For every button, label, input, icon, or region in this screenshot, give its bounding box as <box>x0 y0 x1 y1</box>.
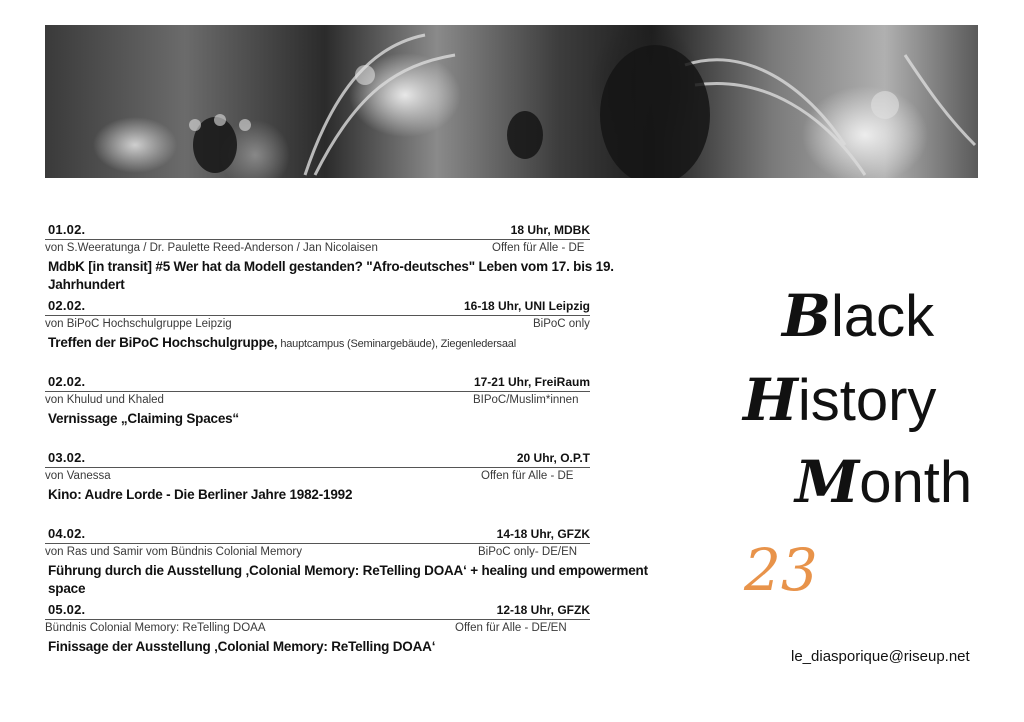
event-title <box>45 486 590 504</box>
event-item <box>45 526 648 598</box>
event-audience: BiPoC only <box>533 318 590 330</box>
event-meta <box>45 240 590 255</box>
heading-month-cap: M <box>795 448 860 516</box>
event-date: 01.02. <box>48 222 86 237</box>
event-header <box>45 298 590 316</box>
event-time-location: 16-18 Uhr, UNI Leipzig <box>463 299 590 313</box>
event-audience: Offen für Alle - DE <box>481 470 574 482</box>
event-audience: Offen für Alle - DE <box>492 242 585 254</box>
event-time-location: 17-21 Uhr, FreiRaum <box>473 375 590 389</box>
event-time-location: 20 Uhr, O.P.T <box>516 451 590 465</box>
event-date: 05.02. <box>48 602 86 617</box>
event-time-location: 14-18 Uhr, GFZK <box>496 527 590 541</box>
event-header <box>45 374 590 392</box>
event-title-text: Kino: Audre Lorde - Die Berliner Jahre 1982-1992 <box>48 487 353 502</box>
event-organizer: Bündnis Colonial Memory: ReTelling DOAA <box>45 622 266 634</box>
event-title <box>45 410 590 428</box>
event-organizer: von Ras und Samir vom Bündnis Colonial Memory <box>45 546 302 558</box>
event-audience: BIPoC/Muslim*innen <box>473 394 579 406</box>
event-meta <box>45 620 590 635</box>
event-organizer: von S.Weeratunga / Dr. Paulette Reed-Anderson / Jan Nicolaisen <box>45 242 378 254</box>
event-audience: BiPoC only- DE/EN <box>478 546 578 558</box>
event-time-location: 18 Uhr, MDBK <box>510 223 590 237</box>
event-title-text: Finissage der Ausstellung ‚Colonial Memory: ReTelling DOAA‘ <box>48 639 436 654</box>
heading-month-rest: onth <box>859 450 973 515</box>
year-label: 23 <box>744 536 818 604</box>
heading-history-rest: istory <box>797 368 937 433</box>
event-item <box>45 222 614 294</box>
event-item <box>45 450 590 504</box>
event-title <box>45 562 648 598</box>
event-audience: Offen für Alle - DE/EN <box>455 622 567 634</box>
event-meta <box>45 392 590 407</box>
heading-black <box>782 282 935 350</box>
heading-month <box>795 448 973 516</box>
heading-history <box>743 366 937 434</box>
event-organizer: von Khulud und Khaled <box>45 394 164 406</box>
contact-email[interactable]: le_diasporique@riseup.net <box>791 648 970 665</box>
event-title <box>45 258 648 294</box>
event-meta <box>45 316 590 331</box>
event-meta <box>45 468 590 483</box>
event-title-text: Führung durch die Ausstellung ‚Colonial Memory: ReTelling DOAA‘ + healing und empowerment space <box>48 563 648 596</box>
event-title-text: Treffen der BiPoC Hochschulgruppe, <box>48 335 278 350</box>
event-date: 02.02. <box>48 374 86 389</box>
heading-black-rest: lack <box>831 284 935 349</box>
event-title <box>45 638 590 656</box>
event-item <box>45 298 590 353</box>
carnival-photo-icon <box>45 25 978 178</box>
event-title-text: MdbK [in transit] #5 Wer hat da Modell gestanden? "Afro-deutsches" Leben vom 17. bis 19. Jahrhundert <box>48 259 614 292</box>
event-header <box>45 602 590 620</box>
event-header <box>45 450 590 468</box>
event-organizer: von Vanessa <box>45 470 111 482</box>
event-title <box>45 334 590 353</box>
event-date: 03.02. <box>48 450 86 465</box>
event-item <box>45 374 590 428</box>
event-item <box>45 602 590 656</box>
event-organizer: von BiPoC Hochschulgruppe Leipzig <box>45 318 232 330</box>
event-title-text: Vernissage „Claiming Spaces“ <box>48 411 239 426</box>
event-date: 02.02. <box>48 298 86 313</box>
event-date: 04.02. <box>48 526 86 541</box>
event-header <box>45 222 590 240</box>
banner-photo <box>45 25 978 178</box>
event-time-location: 12-18 Uhr, GFZK <box>496 603 590 617</box>
heading-history-cap: H <box>743 366 798 434</box>
heading-black-cap: B <box>782 282 832 350</box>
event-meta <box>45 544 590 559</box>
event-header <box>45 526 590 544</box>
event-location-detail: hauptcampus (Seminargebäude), Ziegenledersaal <box>277 338 516 350</box>
